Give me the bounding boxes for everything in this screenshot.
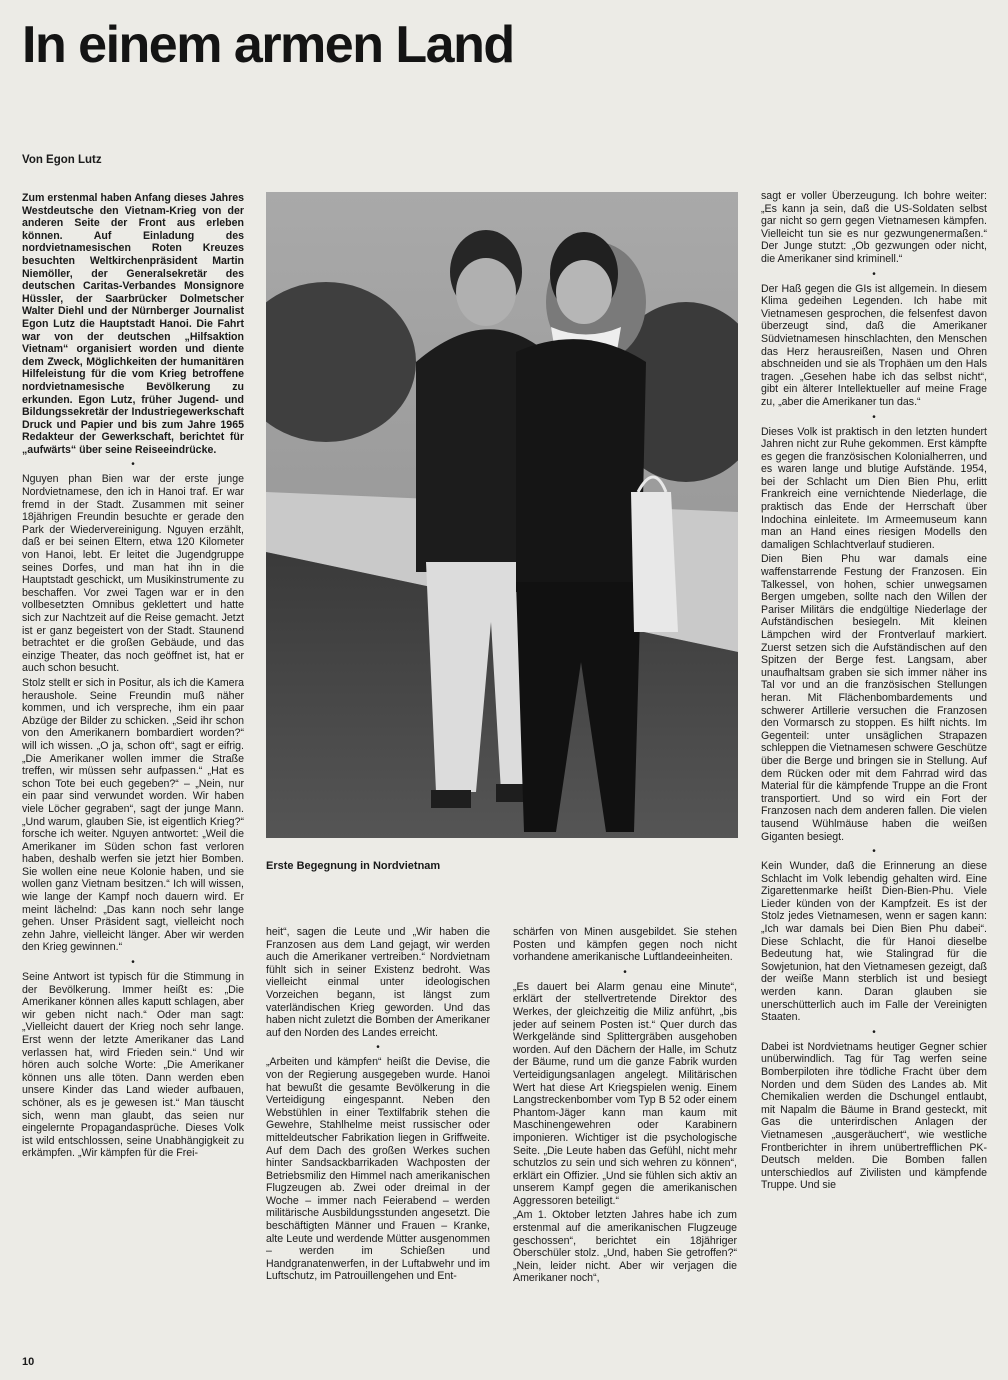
- section-dot: •: [131, 459, 135, 471]
- photo-caption: Erste Begegnung in Nordvietnam: [266, 860, 441, 872]
- column-4: [761, 190, 987, 1350]
- paragraph: Seine Antwort ist typisch für die Stimmung in der Bevölkerung. Immer heißt es: „Die Amerikaner können alles kaputt schlagen, aber wir geben nicht nach.“ Oder man sagt: „Vielleicht dauert der Krieg noch sehr lange. Erst wenn der letzte Amerikaner das Land verlassen hat, wird Frieden sein.“ Und wir hören auch solche Worte: „Die Amerikaner können uns alle töten. Dann werden eben unsere Kinder das Land wieder aufbauen, schöner, als es je gewesen ist.“ Man täuscht sich, wenn man glaubt, das seien nur eingelernte Propagandasprüche. Dieses Volk ist wild entschlossen, seine Unabhängigkeit zu erkämpfen. „Wir kämpfen für die Frei-: [22, 971, 244, 1160]
- paragraph: „Es dauert bei Alarm genau eine Minute“, erklärt der stellvertretende Direktor des Werkes, der gleichzeitig die Miliz anführt, „bis jeder auf seinem Posten ist.“ Quer durch das Werkgelände sind Splittergräben ausgehoben worden. Auf den Dächern der Halle, im Schutz der Bäume, rund um die ganze Fabrik wurden Verteidigungsanlagen angelegt. Militärischen Wert hat diese Art Kriegspielen wenig. Einem Langstreckenbomber vom Typ B 52 oder einem Phantom-Jäger kann man kaum mit Maschinengewehren oder Karabinern imponieren. Wichtiger ist die psychologische Seite. „Die Leute haben das Gefühl, nicht mehr schutzlos zu sein und sich wehren zu können“, erklärt ein Offizier. „Und sie fühlen sich aktiv an unserem Kampf gegen die amerikanischen Aggressoren beteiligt.“: [513, 980, 737, 1207]
- photo-illustration: [266, 192, 738, 838]
- byline: Von Egon Lutz: [22, 154, 102, 166]
- page-number: 10: [22, 1356, 35, 1368]
- section-dot: •: [623, 966, 627, 978]
- paragraph: Dabei ist Nordvietnams heutiger Gegner schier unüberwindlich. Tag für Tag werfen seine Bomberpiloten ihre tödliche Fracht über dem Norden und dem Süden des Landes ab. Mit Chemikalien werden die Dschungel entlaubt, mit Napalm die Bäume in Brand gesteckt, mit Gas die unterirdischen Anlagen der Vietnamesen „ausgeräuchert“, wie westliche Frontberichter in ihrem unübertrefflichen PK-Deutsch melden. Die Bomben fallen unterschiedlos auf Zivilisten und kämpfende Truppe. Und sie: [761, 1040, 987, 1192]
- intro-text: Zum erstenmal haben Anfang dieses Jahres Westdeutsche den Vietnam-Krieg von der anderen Seite der Front aus erleben können. Auf Einladung des nordvietnamesischen Roten Kreuzes besuchten Weltkirchenpräsident Martin Niemöller, der Generalsekretär des deutschen Caritas-Verbandes Monsignore Hüssler, der Saarbrücker Dolmetscher Walter Diehl und der Nürnberger Journalist Egon Lutz die Hauptstadt Hanoi. Die Fahrt war von der deutschen „Hilfsaktion Vietnam“ organisiert worden und diente dem Zweck, Möglichkeiten der humanitären Hilfeleistung für die vom Krieg betroffene nordvietnamesische Bevölkerung zu erkunden. Egon Lutz, früher Jugend- und Bildungssekretär der Industriegewerkschaft Druck und Papier und bis zum Jahre 1965 Redakteur der Gewerkschaft, berichtet für „aufwärts“ über seine Reiseeindrücke.: [22, 192, 244, 456]
- paragraph: Kein Wunder, daß die Erinnerung an diese Schlacht im Volk lebendig gehalten wird. Eine Zigarettenmarke heißt Dien-Bien-Phu. Viele Lieder künden von der Kampfzeit. Es ist der Stolz jedes Vietnamesen, wenn er sagen kann: „Ich war damals bei Dien Bien Phu dabei“. Diese Schlacht, die für Hanoi dieselbe Bedeutung hat, wie Stalingrad für die Sowjetunion, hat den Vietnamesen gezeigt, daß der weiße Mann sterblich ist und besiegt werden kann. Daran glauben sie unerschütterlich auch im Falle der Vereinigten Staaten.: [761, 860, 987, 1024]
- section-dot: •: [872, 268, 876, 280]
- paragraph: Stolz stellt er sich in Positur, als ich die Kamera heraushole. Seine Freundin muß näher kommen, und ich verspreche, ihm ein paar Abzüge der Bilder zu schicken. „Seid ihr schon von den Amerikanern bombardiert worden?“ will ich wissen. „O ja, schon oft“, sagt er eifrig. „Die Amerikaner wollen immer die Straße treffen, wir müssen sehr aufpassen.“ „Hat es schon Tote bei euch gegeben?“ – „Nein, nur ein paar sind verwundet worden. Wir haben viele Löcher gegraben“, sagt der junge Mann. „Und warum, glauben Sie, ist eigentlich Krieg?“ forsche ich weiter. Nguyen antwortet: „Weil die Amerikaner im Süden schon fast verloren haben, deshalb werfen sie jetzt hier Bomben. Sie wollen eine neue Kolonie haben, und sie wollen ganz Vietnam besitzen.“ Ich will wissen, wie lange der Kampf noch dauern wird. Er meint lächelnd: „Das kann noch sehr lange gehen. Unser Präsident sagt, vielleicht noch zehn Jahre, vielleicht länger. Aber wir werden den Krieg gewinnen.“: [22, 676, 244, 954]
- section-dot: •: [131, 957, 135, 969]
- paragraph: Der Haß gegen die GIs ist allgemein. In diesem Klima gedeihen Legenden. Ich habe mit Vietnamesen gesprochen, die felsenfest davon überzeugt sind, daß die Amerikaner Südvietnamesen hinschlachten, den Menschen das Herz herausreißen, Nasen und Ohren abschneiden und sie als Trophäen um den Hals tragen. „Gesehen habe ich das selbst nicht“, gibt ein älterer Intellektueller auf meine Frage zu, „aber die Amerikaner tun das.“: [761, 282, 987, 408]
- section-dot: •: [376, 1042, 380, 1054]
- section-dot: •: [872, 1026, 876, 1038]
- paragraph: „Arbeiten und kämpfen“ heißt die Devise, die von der Regierung ausgegeben wurde. Hanoi hat bewußt die gesamte Bevölkerung in die Verteidigung eingespannt. Neben den Webstühlen in einer Textilfabrik stehen die Gewehre, Stahlhelme meist russischer oder mitteldeutscher Fabrikation liegen in Griffweite. Auf dem Dach des großen Werkes suchen hinter Sandsackbarrikaden Wachposten der Betriebsmiliz den Himmel nach amerikanischen Flugzeugen ab. Zwei oder dreimal in der Woche – immer nach Feierabend – werden militärische Ausbildungsstunden angesetzt. Die beschäftigten Männer und Frauen – Kranke, alte Leute und werdende Mütter ausgenommen – werden im Schießen und Handgranatenwerfen, in der Luftabwehr und im Luftschutz, im Patrouillengehen und Ent-: [266, 1056, 490, 1283]
- paragraph: „Am 1. Oktober letzten Jahres habe ich zum erstenmal auf die amerikanischen Flugzeuge geschossen“, berichtet ein 18jähriger Oberschüler stolz. „Und, haben Sie getroffen?“ „Nein, leider nicht. Aber wir verjagen die Amerikaner noch“,: [513, 1209, 737, 1285]
- column-3: [513, 926, 737, 1346]
- paragraph: Dien Bien Phu war damals eine waffenstarrende Festung der Franzosen. Ein Talkessel, von hohen, schier unwegsamen Bergen umgeben, sollte nach den Willen der Pariser Militärs die endgültige Niederlage der Aufständischen besiegeln. Mit kleinen Lämpchen wird der Frontverlauf markiert. Zuerst setzen sich die Aufständischen auf den Spitzen der Berge fest. Langsam, aber unaufhaltsam graben sie sich immer näher ins Tal vor und an die französischen Stellungen heran. Mit Flächenbombardements und schwerer Artillerie versuchen die Franzosen den Vormarsch zu stoppen. Es hilft nichts. Im Gegenteil: unter unsäglichen Strapazen schleppen die Vietnamesen schwere Geschütze über die Berge und bringen sie in Stellung. Auf dem Rücken oder mit dem Fahrrad wird das Material für die kämpfende Truppe an die Front transportiert. Und so wird ein Fort der Franzosen nach dem anderen fallen. Die vielen tausend Wühlmäuse haben die weißen Giganten besiegt.: [761, 553, 987, 843]
- paragraph: sagt er voller Überzeugung. Ich bohre weiter: „Es kann ja sein, daß die US-Soldaten selbst gar nicht so gern gegen Vietnamesen kämpfen. Vielleicht tun sie es nur gezwungenermaßen.“ Der Junge stutzt: „Ob gezwungen oder nicht, die Amerikaner sind kriminell.“: [761, 190, 987, 265]
- paragraph: heit“, sagen die Leute und „Wir haben die Franzosen aus dem Land gejagt, wir werden auch die Amerikaner vertreiben.“ Nordvietnam fühlt sich in seiner Existenz bedroht. Was vielleicht einmal unter ideologischen Vorzeichen begann, ist längst zum vaterländischen Krieg geworden. Und das haben nicht zuletzt die Bomben der Amerikaner auf den Norden des Landes erreicht.: [266, 926, 490, 1039]
- photo-couple: [266, 192, 738, 838]
- paragraph: Dieses Volk ist praktisch in den letzten hundert Jahren nicht zur Ruhe gekommen. Erst kämpfte es gegen die französischen Kolonialherren, und es waren lange und blutige Aufstände. 1954, bei der Schlacht um Dien Bien Phu, erlitt Frankreich eine vernichtende Niederlage, die praktisch das Ende der Herrschaft über Indochina einleitete. Im Armeemuseum kann man an Hand eines riesigen Modells den damaligen Schlachtverlauf studieren.: [761, 425, 987, 551]
- section-dot: •: [872, 846, 876, 858]
- paragraph: Nguyen phan Bien war der erste junge Nordvietnamese, den ich in Hanoi traf. Er war fremd in der Stadt. Zusammen mit seiner 18jährigen Freundin besuchte er gerade den Park der Wiedervereinigung. Nguyen erzählt, daß er bei seinen Eltern, etwa 120 Kilometer von Hanoi, lebt. Er leitet die Jugendgruppe seines Dorfes, und man hat ihn in die Hauptstadt geschickt, um Musikinstrumente zu beschaffen. Vor zwei Tagen war er in den vollbesetzten Omnibus geklettert und hatte sich zur Nachtzeit auf die Reise gemacht. Jetzt ist er ganz begeistert von der Stadt. Staunend betrachtet er die großen Gebäude, und das einzige Theater, das noch geöffnet ist, hat er auch schon besucht.: [22, 473, 244, 675]
- column-1: [22, 192, 244, 1342]
- paragraph: schärfen von Minen ausgebildet. Sie stehen Posten und kämpfen gegen noch nicht vorhandene amerikanische Luftlandeeinheiten.: [513, 926, 737, 964]
- section-dot: •: [872, 411, 876, 423]
- article-title: In einem armen Land: [22, 16, 514, 74]
- column-2: [266, 926, 490, 1346]
